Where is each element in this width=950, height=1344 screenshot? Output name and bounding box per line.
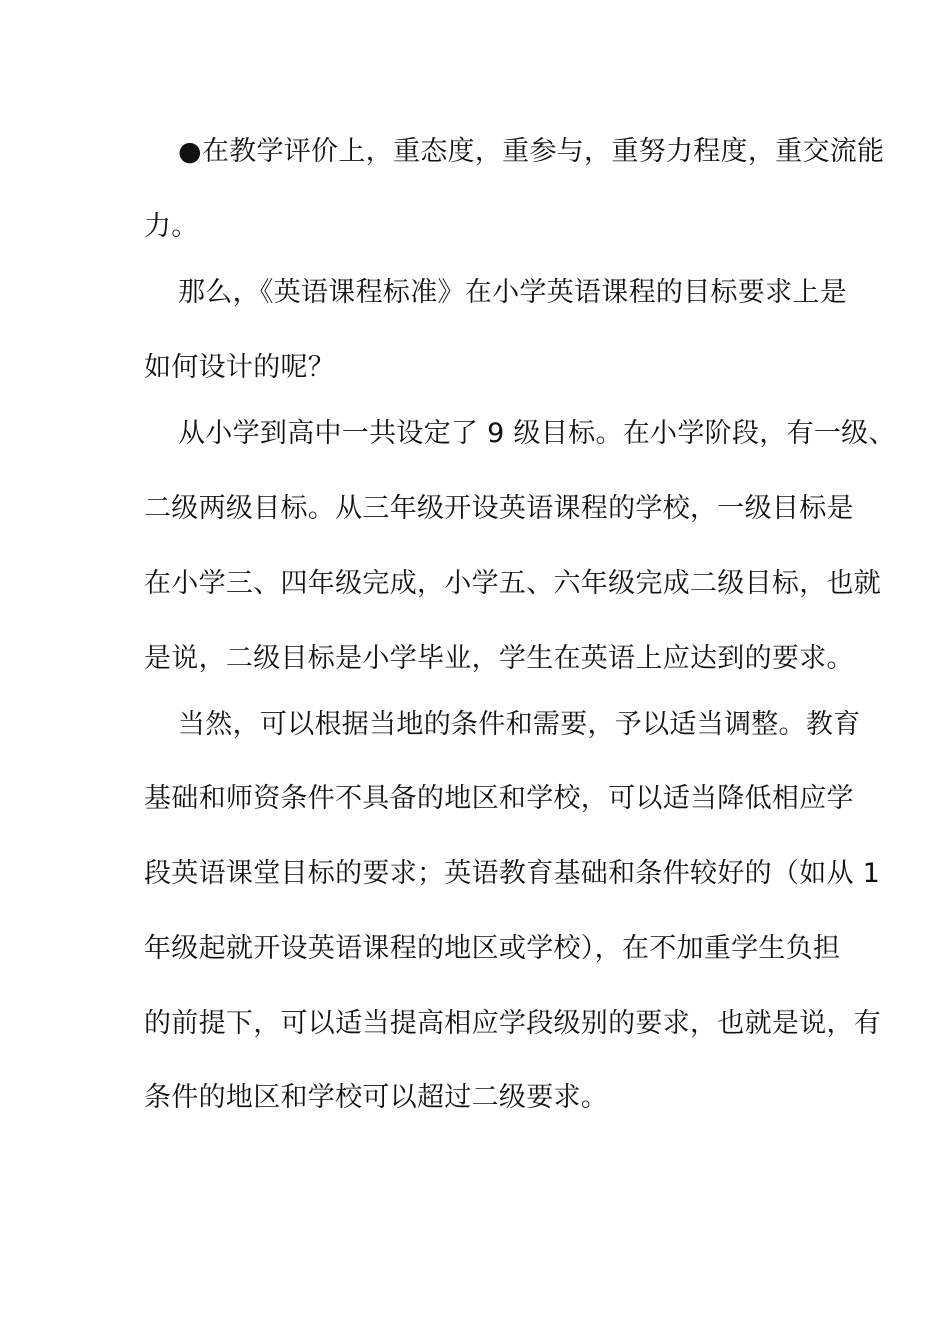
text-line: 在小学三、四年级完成，小学五、六年级完成二级目标，也就 (144, 568, 882, 599)
text-line: 基础和师资条件不具备的地区和学校，可以适当降低相应学 (144, 783, 854, 814)
text-line: 的前提下，可以适当提高相应学段级别的要求，也就是说，有 (144, 1008, 882, 1039)
text-line: 当然，可以根据当地的条件和需要，予以适当调整。教育 (178, 709, 861, 740)
text-line: 力。 (144, 211, 199, 242)
text-line: 从小学到高中一共设定了 9 级目标。在小学阶段，有一级、 (178, 418, 896, 449)
text-line: 年级起就开设英语课程的地区或学校），在不加重学生负担 (144, 933, 841, 964)
text-line: 条件的地区和学校可以超过二级要求。 (144, 1082, 609, 1113)
text-line: 那么，《英语课程标准》在小学英语课程的目标要求上是 (178, 277, 847, 308)
text-line: 如何设计的呢？ (144, 352, 336, 383)
text-line: 段英语课堂目标的要求；英语教育基础和条件较好的（如从 1 (144, 858, 881, 889)
text-line: ●在教学评价上，重态度，重参与，重努力程度，重交流能 (178, 136, 885, 167)
text-line: 是说，二级目标是小学毕业，学生在英语上应达到的要求。 (144, 643, 854, 674)
text-line: 二级两级目标。从三年级开设英语课程的学校，一级目标是 (144, 493, 854, 524)
